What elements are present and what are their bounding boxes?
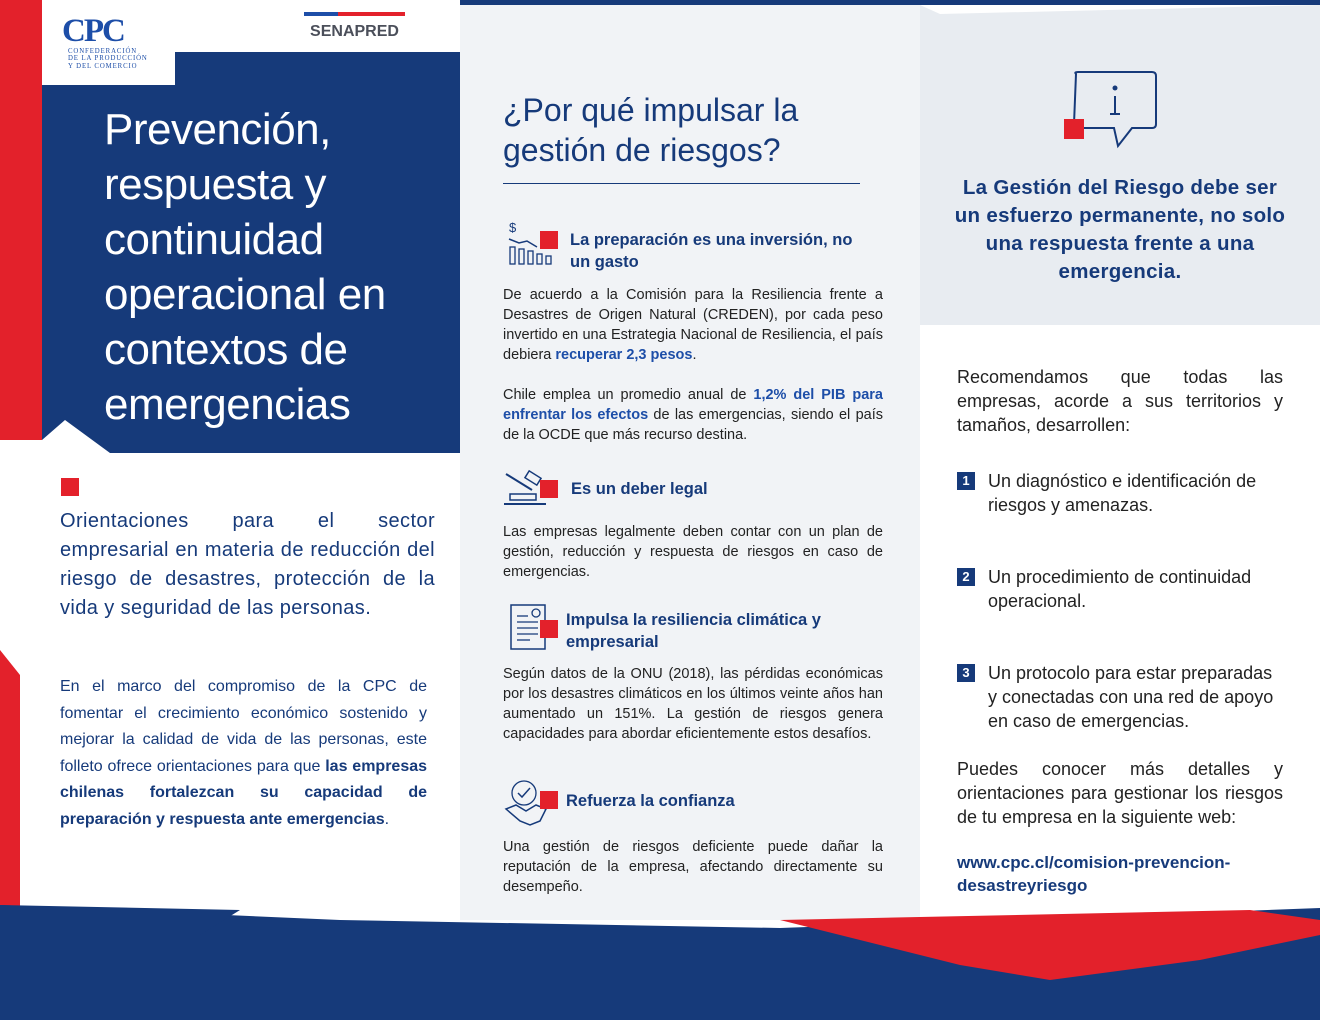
heading-divider <box>503 183 860 184</box>
section-title-investment: La preparación es una inversión, no un gasto <box>570 231 853 271</box>
cover-subtitle: Orientaciones para el sector empresarial en materia de reducción del riesgo de desastres, protección de la vida y seguridad de las personas. <box>60 510 435 619</box>
section-title-legal: Es un deber legal <box>571 480 708 498</box>
number-badge: 3 <box>957 664 975 682</box>
recommendations-intro: Recomendamos que todas las empresas, acorde a sus territorios y tamaños, desarrollen: <box>957 367 1283 435</box>
handshake-icon <box>502 777 562 829</box>
section-title-resilience: Impulsa la resiliencia climática y empresarial <box>566 611 821 651</box>
cover-title: Prevención, respuesta y continuidad operacional en contextos de emergencias <box>104 105 386 429</box>
recommendation-item: 1 Un diagnóstico e identificación de riesgos y amenazas. <box>957 469 1283 517</box>
cpc-website-link[interactable]: www.cpc.cl/comision-prevencion- desastreyriesgo <box>957 853 1231 895</box>
risk-management-message: La Gestión del Riesgo debe ser un esfuerzo permanente, no solo una respuesta frente a una emergencia. <box>954 176 1286 283</box>
cpc-logo: CPC CONFEDERACIÓN DE LA PRODUCCIÓN Y DEL COMERCIO <box>62 13 148 70</box>
red-square-marker <box>61 478 79 496</box>
gavel-icon <box>502 468 562 508</box>
cover-intro: En el marco del compromiso de la CPC de fomentar el crecimiento económico sostenido y mejorar la calidad de vida de las personas, este folleto ofrece orientaciones para que las empresas chilenas fortalezcan su capacidad de preparación y respuesta ante emergencias. <box>60 678 428 828</box>
why-heading: ¿Por qué impulsar la gestión de riesgos? <box>503 92 799 168</box>
recommendation-item: 2 Un procedimiento de continuidad operacional. <box>957 565 1283 613</box>
section-body-resilience: Según datos de la ONU (2018), las pérdidas económicas por los desastres climáticos en los últimos veinte años han aumentado un 151%. La gestión de riesgos genera capacidades para abordar eficientemente estos desafíos. <box>503 666 883 742</box>
svg-text:$: $ <box>509 220 517 235</box>
number-badge: 1 <box>957 472 975 490</box>
recommendation-item: 3 Un protocolo para estar preparadas y conectadas con una red de apoyo en caso de emergencias. <box>957 661 1283 733</box>
certificate-document-icon <box>508 602 562 654</box>
section-body-investment-1: De acuerdo a la Comisión para la Resiliencia frente a Desastres de Origen Natural (CREDEN), por cada peso invertido en una Estrategia Nacional de Resiliencia, el país debiera recuperar 2,3 pesos. <box>503 287 883 363</box>
section-body-legal: Las empresas legalmente deben contar con un plan de gestión, reducción y respuesta de riesgos en caso de emergencias. <box>503 524 883 580</box>
investment-chart-icon <box>505 219 563 267</box>
more-info-text: Puedes conocer más detalles y orientaciones para gestionar los riesgos de tu empresa en la siguiente web: <box>957 759 1283 827</box>
number-badge: 2 <box>957 568 975 586</box>
senapred-logo: SENAPRED <box>304 12 405 41</box>
section-body-investment-2: Chile emplea un promedio anual de 1,2% del PIB para enfrentar los efectos de las emergencias, siendo el país de la OCDE que más recurso destina. <box>503 387 883 443</box>
section-title-trust: Refuerza la confianza <box>566 792 735 810</box>
section-body-trust: Una gestión de riesgos deficiente puede dañar la reputación de la empresa, afectando directamente su desempeño. <box>503 839 883 895</box>
info-speech-bubble-icon <box>1062 70 1160 150</box>
